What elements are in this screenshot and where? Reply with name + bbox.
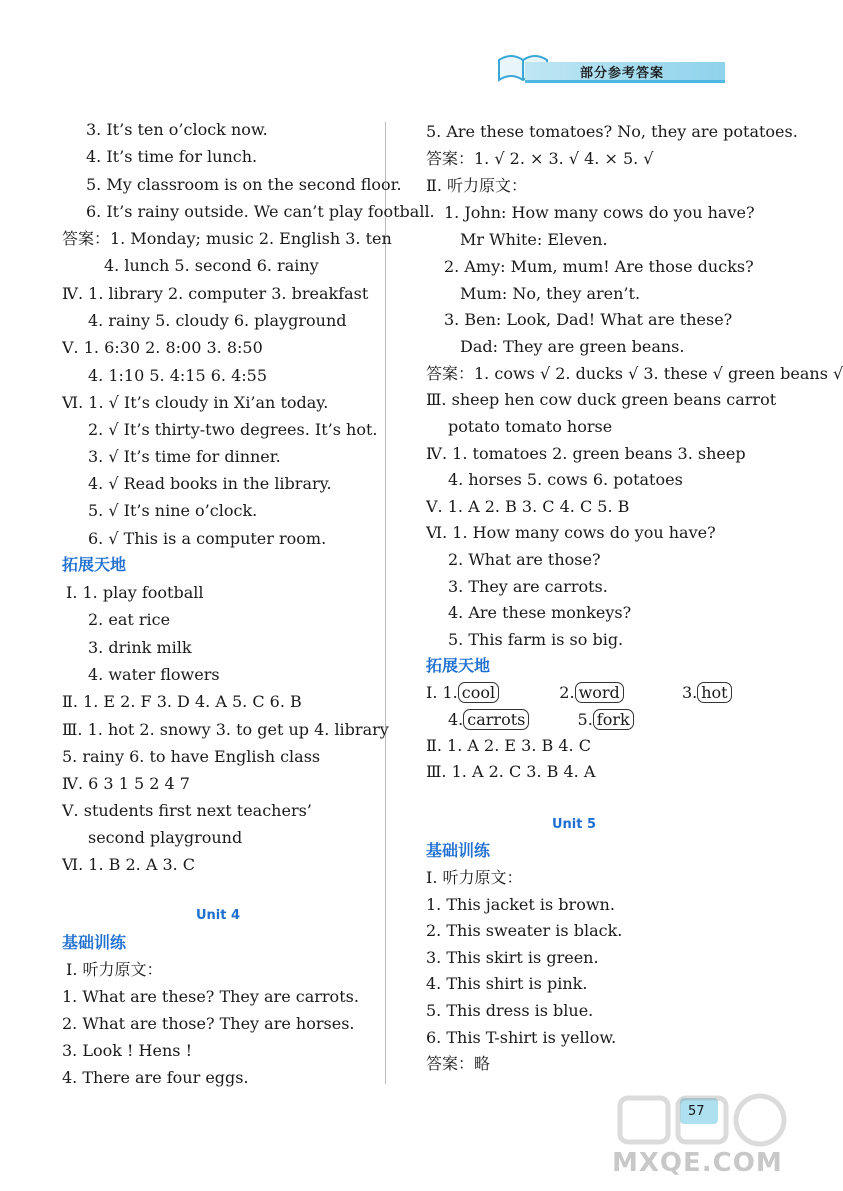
answer-line: 答案：略	[426, 1054, 491, 1073]
answer-line: 2. What are those? They are horses.	[62, 1014, 355, 1033]
answer-line: 4. It’s time for lunch.	[86, 147, 258, 166]
answer-line: Ⅰ. 1. play football	[66, 583, 204, 602]
answer-line: 2. eat rice	[88, 610, 171, 629]
answer-line: 3. They are carrots.	[448, 577, 608, 596]
answer-line: Ⅱ. 1. A 2. E 3. B 4. C	[426, 736, 591, 755]
answer-line: 5. This dress is blue.	[426, 1001, 594, 1020]
answer-line: Ⅵ. 1. B 2. A 3. C	[62, 855, 196, 874]
answer-line: 3. Look ! Hens !	[62, 1041, 192, 1060]
answer-line: 2. What are those?	[448, 550, 601, 569]
unit5-title: Unit 5	[552, 817, 597, 832]
answer-line: 3. drink milk	[88, 638, 192, 657]
answer-line: 5. My classroom is on the second floor.	[86, 175, 402, 194]
answer-line: Ⅳ. 1. library 2. computer 3. breakfast	[62, 284, 369, 303]
unit4-title: Unit 4	[196, 908, 241, 923]
unit4-heading: 基础训练	[62, 933, 127, 952]
answer-line: 答案：1. √ 2. × 3. √ 4. × 5. √	[426, 149, 654, 168]
answer-line: 5. This farm is so big.	[448, 630, 624, 649]
answer-line: 6. It’s rainy outside. We can’t play football.	[86, 202, 435, 221]
answer-line: Dad: They are green beans.	[460, 337, 685, 356]
watermark-text: MXQE.COM	[612, 1148, 783, 1178]
answer-line: 4. lunch 5. second 6. rainy	[104, 256, 319, 275]
answer-line: Ⅵ. 1. √ It’s cloudy in Xi’an today.	[62, 393, 329, 412]
answer-line: 4. horses 5. cows 6. potatoes	[448, 470, 683, 489]
answer-line: 2. Amy: Mum, mum! Are those ducks?	[444, 257, 754, 276]
answer-line: 4. rainy 5. cloudy 6. playground	[88, 311, 347, 330]
answer-line: 1. This jacket is brown.	[426, 895, 615, 914]
answer-line: 2. √ It’s thirty-two degrees. It’s hot.	[88, 420, 378, 439]
answer-line: 5. rainy 6. to have English class	[62, 747, 321, 766]
boxed-num-3: 3.	[681, 683, 698, 702]
left-section-heading-expand: 拓展天地	[62, 555, 127, 574]
boxed-prefix-1: Ⅰ. 1.	[426, 683, 458, 702]
answer-line: 6. This T-shirt is yellow.	[426, 1028, 617, 1047]
answer-line: 4. Are these monkeys?	[448, 603, 632, 622]
right-section-heading-expand: 拓展天地	[426, 656, 491, 675]
answer-line: 6. √ This is a computer room.	[88, 529, 327, 548]
answer-line: 4. There are four eggs.	[62, 1068, 249, 1087]
answer-line: Mum: No, they aren’t.	[460, 284, 641, 303]
answer-line: 5. Are these tomatoes? No, they are potatoes.	[426, 122, 798, 141]
answer-line: 3. This skirt is green.	[426, 948, 599, 967]
boxed-num-2: 2.	[559, 683, 575, 702]
answer-line: Ⅲ. 1. A 2. C 3. B 4. A	[426, 762, 596, 781]
boxed-word-word: word	[575, 682, 624, 703]
answer-line: 3. √ It’s time for dinner.	[88, 447, 281, 466]
answer-line: Ⅳ. 1. tomatoes 2. green beans 3. sheep	[426, 444, 746, 463]
boxed-num-5: 5.	[577, 710, 593, 729]
answer-line: 5. √ It’s nine o’clock.	[88, 501, 258, 520]
boxed-word-cool: cool	[458, 682, 499, 703]
unit5-heading: 基础训练	[426, 841, 491, 860]
boxed-word-fork: fork	[593, 709, 634, 730]
answer-line: Ⅲ. 1. hot 2. snowy 3. to get up 4. library	[62, 720, 389, 739]
answer-line: Ⅴ. 1. 6:30 2. 8:00 3. 8:50	[62, 338, 263, 357]
boxed-word-carrots: carrots	[463, 709, 529, 730]
answer-line: Ⅰ. 听力原文：	[426, 868, 523, 887]
answer-line: Ⅴ. 1. A 2. B 3. C 4. C 5. B	[426, 497, 630, 516]
answer-line: second playground	[88, 828, 243, 847]
boxed-answers-row-1	[426, 685, 732, 701]
answer-line: 答案：1. Monday; music 2. English 3. ten	[62, 229, 392, 248]
answer-line: Ⅳ. 6 3 1 5 2 4 7	[62, 774, 190, 793]
answer-line: Ⅱ. 1. E 2. F 3. D 4. A 5. C 6. B	[62, 692, 302, 711]
answer-line: Ⅱ. 听力原文：	[426, 176, 528, 195]
answer-line: 3. It’s ten o’clock now.	[86, 120, 268, 139]
answer-line: 4. √ Read books in the library.	[88, 474, 332, 493]
answer-line: potato tomato horse	[448, 417, 613, 436]
answer-line: Ⅵ. 1. How many cows do you have?	[426, 523, 716, 542]
answer-line: 4. 1:10 5. 4:15 6. 4:55	[88, 366, 268, 385]
header-title: 部分参考答案	[580, 66, 665, 81]
answer-line: 4. water flowers	[88, 665, 220, 684]
answer-line: 1. What are these? They are carrots.	[62, 987, 359, 1006]
boxed-prefix-4: 4.	[448, 710, 464, 729]
answer-line: Mr White: Eleven.	[460, 230, 608, 249]
answer-line: 1. John: How many cows do you have?	[444, 203, 755, 222]
answer-line: Ⅴ. students first next teachers’	[62, 801, 312, 820]
answer-line: 2. This sweater is black.	[426, 921, 623, 940]
header-banner	[485, 50, 730, 86]
answer-line: 4. This shirt is pink.	[426, 974, 588, 993]
answer-line: 3. Ben: Look, Dad! What are these?	[444, 310, 733, 329]
answer-line: Ⅰ. 听力原文：	[66, 960, 163, 979]
page-number: 57	[688, 1104, 705, 1119]
answer-line: Ⅲ. sheep hen cow duck green beans carrot	[426, 390, 777, 409]
boxed-answers-row-2	[448, 712, 634, 728]
column-divider	[385, 122, 386, 1084]
boxed-word-hot: hot	[697, 682, 731, 703]
answer-line: 答案：1. cows √ 2. ducks √ 3. these √ green beans √	[426, 364, 843, 383]
